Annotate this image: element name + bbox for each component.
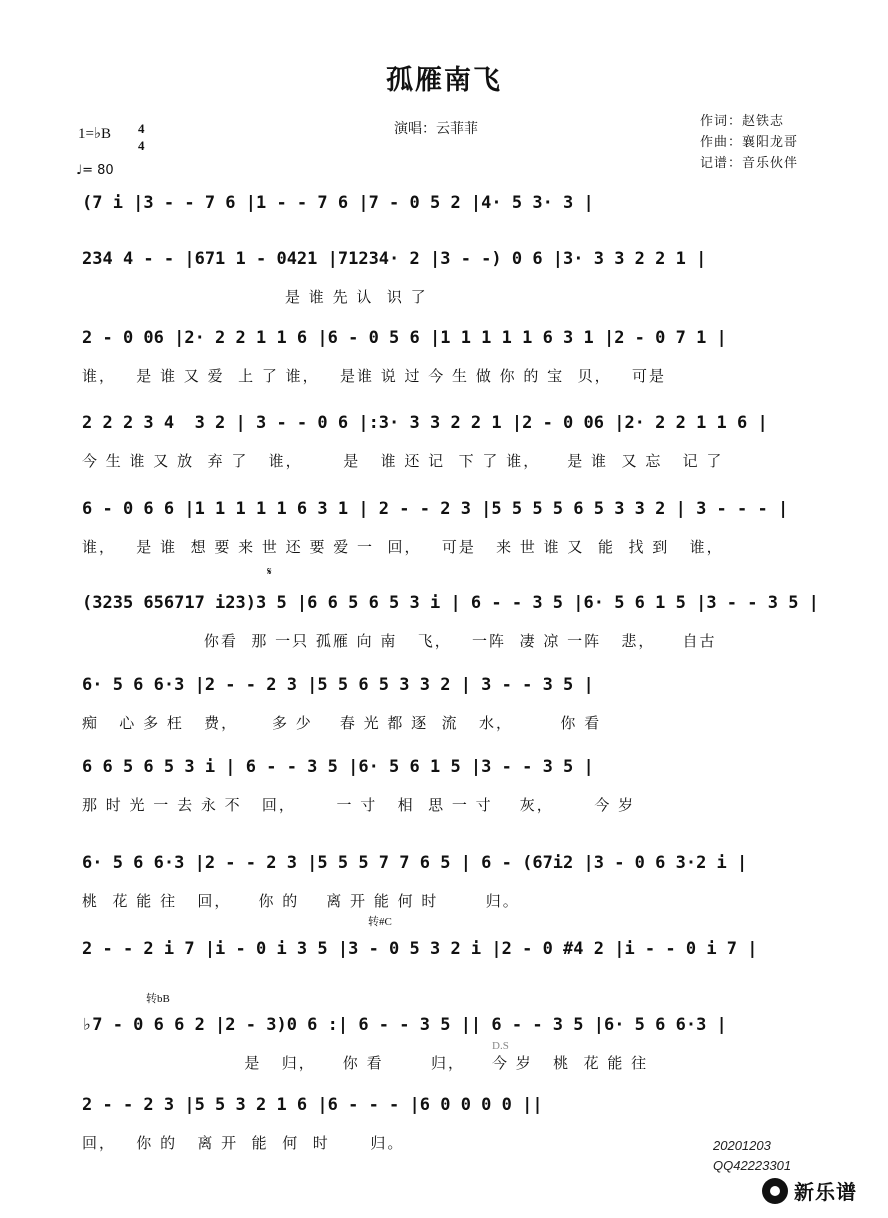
lyrics-row: 谁， 是 谁 想 要 来 世 还 要 爱 一 回， 可是 来 世 谁 又 能 找 到 谁， [82,538,724,556]
site-logo [762,1176,857,1205]
notes-row: 234 4 - - |671 1 - 0421 |71234· 2 |3 - -) 0 6 |3· 3 3 2 2 1 | [82,249,707,269]
lyrics-row: 谁， 是 谁 又 爱 上 了 谁， 是谁 说 过 今 生 做 你 的 宝 贝， 可是 [82,367,666,385]
notes-row: 2 - 0 06 |2· 2 2 1 1 6 |6 - 0 5 6 |1 1 1 1 1 6 3 1 |2 - 0 7 1 | [82,328,727,348]
composer-credit: 作曲：襄阳龙哥 [700,135,799,150]
transcriber-credit: 记谱：音乐伙伴 [700,156,799,171]
key-signature: 1=♭B [78,126,112,142]
score-line [82,936,822,962]
notes-row: (7 i |3 - - 7 6 |1 - - 7 6 |7 - 0 5 2 |4· 5 3· 3 | [82,193,594,213]
notes-row: ♭7 - 0 6 6 2 |2 - 3)0 6 :| 6 - - 3 5 || 6 - - 3 5 |6· 5 6 6·3 | [82,1015,727,1035]
tempo-marking: ♩= 80 [76,163,114,178]
notes-row: (3235 656717 i23)3 5 |6 6 5 6 5 3 i | 6 - - 3 5 |6· 5 6 1 5 |3 - - 3 5 | [82,593,819,613]
modulation-mark-b: 转bB [146,993,170,1005]
segno-mark: 𝄋 [267,566,272,578]
notes-row: 6· 5 6 6·3 |2 - - 2 3 |5 5 6 5 3 3 2 | 3 - - 3 5 | [82,675,594,695]
lyrics-row: 痴 心 多 枉 费， 多 少 春 光 都 逐 流 水， 你 看 [82,714,602,732]
lyrics-row: 你看 那 一只 孤雁 向 南 飞， 一阵 凄 凉 一阵 悲， 自古 [82,632,717,650]
lyricist-credit: 作词：赵铁志 [700,114,785,129]
meter-top: 4 [138,121,145,136]
lyrics-row: 是 谁 先 认 识 了 [82,288,428,306]
singer-credit: 演唱：云菲菲 [394,121,478,137]
page-title: 孤雁南飞 [386,65,502,96]
logo-text: 新乐谱 [794,1180,857,1204]
score-line [82,410,822,472]
lyrics-row: 是 归， 你 看 归， 今 岁 桃 花 能 往 [82,1054,649,1072]
record-icon [762,1178,788,1204]
date-stamp: 20201203 [713,1138,771,1153]
time-signature [138,120,145,154]
ds-mark: D.S [492,1040,509,1052]
score-line [82,325,822,387]
notes-row: 2 2 2 3 4 3 2 | 3 - - 0 6 |:3· 3 3 2 2 1 |2 - 0 06 |2· 2 2 1 1 6 | [82,413,768,433]
score-line [82,850,822,912]
lyrics-row: 回， 你 的 离 开 能 何 时 归。 [82,1134,405,1152]
modulation-mark-c: 转#C [368,916,392,928]
qq-number: QQ42223301 [713,1158,792,1173]
score-line [82,190,822,216]
meter-bottom: 4 [138,138,145,153]
score-line [82,590,822,652]
score-line [82,754,822,816]
notes-row: 2 - - 2 i 7 |i - 0 i 3 5 |3 - 0 5 3 2 i |2 - 0 #4 2 |i - - 0 i 7 | [82,939,758,959]
notes-row: 6 - 0 6 6 |1 1 1 1 1 6 3 1 | 2 - - 2 3 |5 5 5 5 6 5 3 3 2 | 3 - - - | [82,499,789,519]
notes-row: 6· 5 6 6·3 |2 - - 2 3 |5 5 5 7 7 6 5 | 6 - (67i2 |3 - 0 6 3·2 i | [82,853,748,873]
lyrics-row: 桃 花 能 往 回， 你 的 离 开 能 何 时 归。 [82,892,520,910]
score-line [82,496,822,558]
notes-row: 2 - - 2 3 |5 5 3 2 1 6 |6 - - - |6 0 0 0 0 || [82,1095,543,1115]
lyrics-row: 那 时 光 一 去 永 不 回， 一 寸 相 思 一 寸 灰， 今 岁 [82,796,636,814]
score-line [82,1012,822,1074]
notes-row: 6 6 5 6 5 3 i | 6 - - 3 5 |6· 5 6 1 5 |3 - - 3 5 | [82,757,594,777]
score-line [82,246,822,308]
lyrics-row: 今 生 谁 又 放 弃 了 谁， 是 谁 还 记 下 了 谁， 是 谁 又 忘 记 了 [82,452,724,470]
score-line [82,672,822,734]
score-line [82,1092,822,1154]
